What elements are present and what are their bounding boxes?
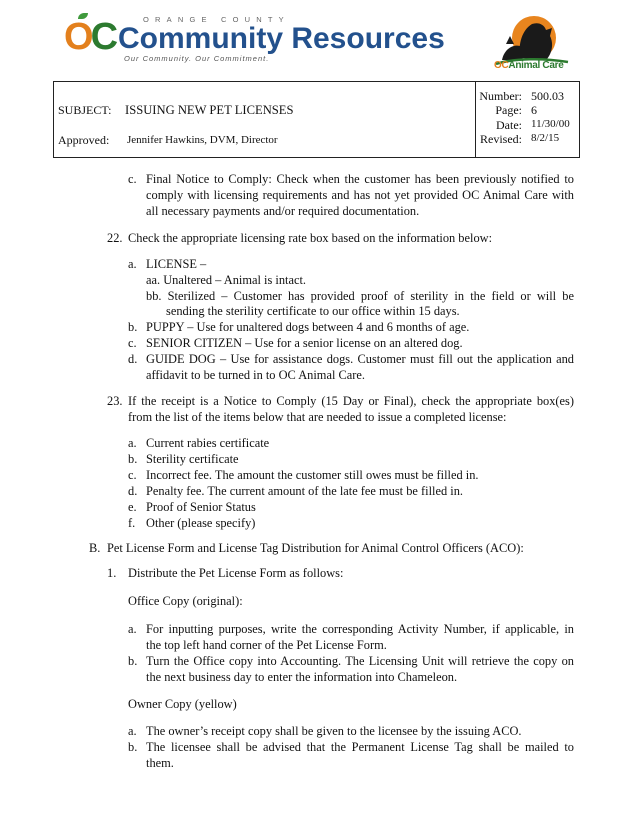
owner-copy-line: The licensee shall be advised that the Permanent License Tag shall be mailed to	[146, 740, 574, 754]
office-copy-heading: Office Copy (original):	[128, 594, 243, 608]
item-23-line: If the receipt is a Notice to Comply (15 Day or Final), check the appropriate box(es)	[128, 394, 574, 408]
animal-care-oc: OC	[494, 60, 509, 71]
animal-care-rest: Animal Care	[508, 60, 564, 71]
list-marker: d.	[128, 352, 138, 366]
puppy-line: PUPPY – Use for unaltered dogs between 4 and 6 months of age.	[146, 320, 470, 334]
sterilized-line: bb. Sterilized – Customer has provided proof of sterility in the field or will be	[146, 289, 574, 303]
date-value: 11/30/00	[531, 118, 570, 130]
list-marker: b.	[128, 452, 138, 466]
page-label: Page:	[495, 103, 522, 117]
guide-dog-line: affidavit to be turned in to OC Animal Care.	[146, 368, 365, 382]
oc-logo-o: O	[64, 16, 91, 58]
number-value: 500.03	[531, 89, 564, 103]
item-23-line: from the list of the items below that are needed to issue a completed license:	[128, 410, 507, 424]
list-item: Penalty fee. The current amount of the late fee must be filled in.	[146, 484, 463, 498]
list-marker: b.	[128, 654, 138, 668]
item-1-text: Distribute the Pet License Form as follows:	[128, 566, 344, 580]
item-1-marker: 1.	[107, 566, 117, 580]
list-marker: d.	[128, 484, 138, 498]
list-marker: a.	[128, 724, 137, 738]
list-marker: c.	[128, 336, 137, 350]
list-marker: f.	[128, 516, 136, 530]
item-22-text: Check the appropriate licensing rate box based on the information below:	[128, 231, 493, 245]
animal-care-logo-text	[494, 60, 563, 71]
revised-value: 8/2/15	[531, 132, 560, 144]
logo-tagline: Our Community. Our Commitment.	[124, 54, 270, 63]
item-22-marker: 22.	[107, 231, 123, 245]
section-b-heading: Pet License Form and License Tag Distribution for Animal Control Officers (ACO):	[107, 541, 524, 555]
guide-dog-line: GUIDE DOG – Use for assistance dogs. Customer must fill out the application and	[146, 352, 574, 366]
item-23-marker: 23.	[107, 394, 123, 408]
list-item: Current rabies certificate	[146, 436, 270, 450]
list-marker: a.	[128, 436, 137, 450]
subject-value: ISSUING NEW PET LICENSES	[125, 103, 294, 117]
list-marker: c.	[128, 468, 137, 482]
page-value: 6	[531, 103, 537, 117]
license-heading: LICENSE –	[146, 257, 207, 271]
final-notice-line: comply with licensing requirements and has not yet provided OC Animal Care with	[146, 188, 574, 202]
list-item: Incorrect fee. The amount the customer still owes must be filled in.	[146, 468, 479, 482]
unaltered-line: aa. Unaltered – Animal is intact.	[146, 273, 306, 287]
section-b-marker: B.	[89, 541, 101, 555]
owner-copy-line: them.	[146, 756, 174, 770]
sterilized-line: sending the sterility certificate to our office within 15 days.	[166, 304, 460, 318]
office-copy-line: For inputting purposes, write the corresponding Activity Number, if applicable, in	[146, 622, 574, 636]
senior-citizen-line: SENIOR CITIZEN – Use for a senior license on an altered dog.	[146, 336, 463, 350]
owner-copy-line: The owner’s receipt copy shall be given to the licensee by the issuing ACO.	[146, 724, 522, 738]
list-marker: e.	[128, 500, 137, 514]
approved-value: Jennifer Hawkins, DVM, Director	[127, 134, 278, 146]
list-item: Sterility certificate	[146, 452, 239, 466]
oc-logo-letters	[64, 18, 115, 56]
list-marker: c.	[128, 172, 137, 186]
office-copy-line: the next business day to enter the information into Chameleon.	[146, 670, 458, 684]
list-marker: a.	[128, 622, 137, 636]
approved-label: Approved:	[58, 133, 110, 147]
office-copy-line: the top left hand corner of the Pet License Form.	[146, 638, 387, 652]
subject-label: SUBJECT:	[58, 103, 112, 117]
date-label: Date:	[496, 118, 522, 132]
oc-logo-c: C	[90, 16, 116, 58]
county-logo-text: ORANGE COUNTY	[143, 15, 290, 24]
final-notice-line: all necessary payments and/or required documentation.	[146, 204, 420, 218]
list-marker: b.	[128, 320, 138, 334]
revised-label: Revised:	[480, 132, 522, 146]
community-resources-wordmark: Community Resources	[118, 22, 445, 55]
list-item: Proof of Senior Status	[146, 500, 256, 514]
list-item: Other (please specify)	[146, 516, 256, 530]
owner-copy-heading: Owner Copy (yellow)	[128, 697, 237, 711]
final-notice-line: Final Notice to Comply: Check when the customer has been previously notified to	[146, 172, 574, 186]
number-label: Number:	[479, 89, 522, 103]
list-marker: a.	[128, 257, 137, 271]
office-copy-line: Turn the Office copy into Accounting. The Licensing Unit will retrieve the copy on	[146, 654, 574, 668]
list-marker: b.	[128, 740, 138, 754]
